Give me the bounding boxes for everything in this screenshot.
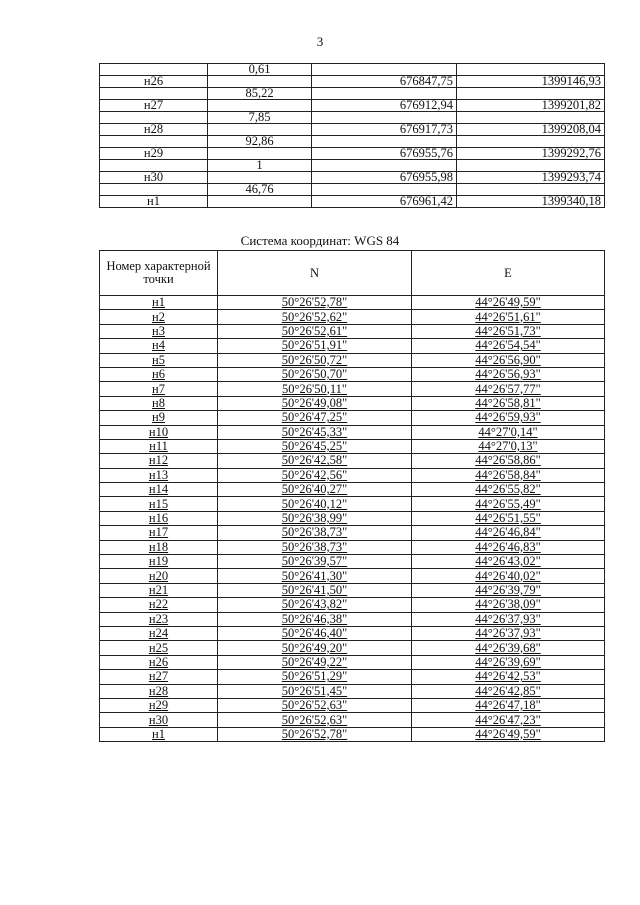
point-label: н30 [148, 712, 169, 727]
point-label: н1 [152, 295, 165, 310]
table-row [100, 612, 605, 626]
coord-e: 44°26'47,18" [475, 698, 541, 713]
coord-e: 44°26'39,68" [475, 640, 541, 655]
table-row [100, 468, 605, 482]
table-row [100, 511, 605, 525]
coord-n: 50°26'40,12" [281, 496, 348, 511]
table-row [100, 540, 605, 554]
table-row [100, 454, 605, 468]
coord-n: 50°26'41,50" [281, 583, 348, 597]
segment-length-row [100, 160, 605, 172]
coord-e: 44°26'51,55" [475, 511, 541, 526]
point-label: н7 [152, 381, 165, 396]
coord-n: 50°26'40,27" [281, 482, 348, 497]
coord-x: 676955,76 [312, 148, 457, 160]
coord-e: 44°26'47,23" [475, 712, 541, 727]
coord-n: 50°26'52,63" [281, 712, 348, 727]
point-label: н1 [152, 726, 165, 741]
coordinate-system-caption: Система координат: WGS 84 [240, 233, 400, 248]
coord-e: 44°26'51,73" [475, 323, 541, 338]
table-row [100, 497, 605, 511]
coord-n: 50°26'52,62" [281, 309, 348, 324]
table-row [100, 626, 605, 640]
coord-y: 1399293,74 [457, 172, 605, 184]
segment-length: 46,76 [208, 184, 312, 196]
coord-n: 50°26'49,20" [281, 640, 348, 655]
coord-n: 50°26'52,78" [281, 295, 348, 310]
point-label: н18 [148, 539, 169, 554]
coord-x: 676961,42 [312, 196, 457, 208]
coord-e: 44°26'56,93" [475, 367, 541, 382]
table-row [100, 598, 605, 612]
coord-n: 50°26'46,38" [281, 611, 348, 626]
point-label: н26 [148, 654, 169, 669]
coord-x: 676847,75 [312, 76, 457, 88]
point-label: н3 [152, 323, 165, 338]
table-row [100, 555, 605, 569]
point-label: н12 [148, 453, 169, 468]
table-row [100, 698, 605, 712]
coord-n: 50°26'50,70" [281, 367, 348, 382]
coord-e: 44°27'0,14" [478, 424, 538, 439]
point-label: н8 [152, 395, 165, 410]
segment-length-row [100, 88, 605, 100]
coord-n: 50°26'51,45" [281, 683, 348, 698]
segment-length: 1 [208, 160, 312, 172]
point-label: н23 [148, 611, 169, 626]
header-e: E [412, 251, 605, 296]
coord-n: 50°26'45,25" [281, 439, 348, 454]
segment-length: 92,86 [208, 136, 312, 148]
header-n: N [218, 251, 412, 296]
segment-length-row [100, 112, 605, 124]
coord-n: 50°26'45,33" [281, 424, 348, 439]
coord-e: 44°26'39,79" [475, 583, 541, 597]
coord-n: 50°26'41,30" [281, 568, 348, 583]
coord-n: 50°26'46,40" [281, 626, 348, 641]
coord-n: 50°26'52,61" [281, 323, 348, 338]
point-label: н25 [148, 640, 169, 655]
coord-n: 50°26'38,73" [281, 539, 348, 554]
coord-e: 44°26'43,02" [475, 554, 541, 569]
point-label: н29 [148, 698, 169, 713]
coord-n: 50°26'52,63" [281, 698, 348, 713]
table-row [100, 100, 605, 112]
table-row [100, 655, 605, 669]
table-row [100, 382, 605, 396]
coord-e: 44°26'55,82" [475, 482, 541, 497]
coord-e: 44°26'42,53" [475, 669, 541, 684]
table-header-row [100, 251, 605, 296]
coord-e: 44°26'40,02" [475, 568, 541, 583]
table-row [100, 124, 605, 136]
table-row [100, 148, 605, 160]
table-row [100, 367, 605, 381]
coord-e: 44°26'42,85" [475, 683, 541, 698]
page-number: 3 [316, 34, 324, 49]
projected-coordinates-table [99, 63, 605, 208]
coord-n: 50°26'49,22" [281, 654, 348, 669]
coord-e: 44°26'49,59" [475, 726, 541, 741]
table-row [100, 339, 605, 353]
point-label: н30 [100, 172, 208, 184]
point-label: н9 [152, 410, 165, 425]
point-label: н27 [100, 100, 208, 112]
table-row [100, 526, 605, 540]
coord-y: 1399208,04 [457, 124, 605, 136]
point-label: н17 [148, 525, 169, 540]
coord-n: 50°26'38,99" [281, 511, 348, 526]
coord-e: 44°26'46,84" [475, 525, 541, 540]
coord-n: 50°26'42,58" [281, 453, 348, 468]
table-row [100, 353, 605, 367]
table-row [100, 583, 605, 597]
coord-e: 44°26'56,90" [475, 352, 541, 367]
coord-e: 44°26'37,93" [475, 611, 541, 626]
point-label: н19 [148, 554, 169, 569]
coord-y: 1399146,93 [457, 76, 605, 88]
coord-e: 44°26'39,69" [475, 654, 541, 669]
point-label: н5 [152, 352, 165, 367]
point-label: н28 [148, 683, 169, 698]
coord-e: 44°26'58,81" [475, 395, 541, 410]
coord-n: 50°26'52,78" [281, 726, 348, 741]
point-label: н13 [148, 467, 169, 482]
table-row [100, 411, 605, 425]
segment-length-row [100, 184, 605, 196]
coord-e: 44°26'54,54" [475, 338, 541, 353]
coord-x: 676955,98 [312, 172, 457, 184]
coord-y: 1399340,18 [457, 196, 605, 208]
coord-e: 44°26'57,77" [475, 381, 541, 396]
coord-n: 50°26'49,08" [281, 395, 348, 410]
coord-e: 44°26'55,49" [475, 496, 541, 511]
coord-n: 50°26'38,73" [281, 525, 348, 540]
coord-e: 44°26'58,86" [475, 453, 541, 468]
coord-y: 1399201,82 [457, 100, 605, 112]
table-row [100, 425, 605, 439]
point-label: н20 [148, 568, 169, 583]
coord-y: 1399292,76 [457, 148, 605, 160]
coord-n: 50°26'43,82" [281, 597, 348, 612]
coord-e: 44°26'59,93" [475, 410, 541, 425]
segment-length-row [100, 136, 605, 148]
point-label: н29 [100, 148, 208, 160]
coord-e: 44°26'37,93" [475, 626, 541, 641]
segment-length: 7,85 [208, 112, 312, 124]
coord-n: 50°26'51,91" [281, 338, 348, 353]
table-row [100, 172, 605, 184]
table-row [100, 483, 605, 497]
coord-e: 44°26'58,84" [475, 467, 541, 482]
coord-n: 50°26'39,57" [281, 554, 348, 569]
point-label: н14 [148, 482, 169, 497]
table-row [100, 396, 605, 410]
coord-x: 676917,73 [312, 124, 457, 136]
point-label: н10 [148, 424, 169, 439]
coord-x: 676912,94 [312, 100, 457, 112]
table-row [100, 310, 605, 324]
table-row [100, 684, 605, 698]
coord-e: 44°26'49,59" [475, 295, 541, 310]
table-row [100, 196, 605, 208]
point-label: н4 [152, 338, 165, 353]
coord-n: 50°26'50,11" [281, 381, 347, 396]
coord-e: 44°26'46,83" [475, 539, 541, 554]
point-label: н27 [148, 669, 169, 684]
table-row [100, 713, 605, 727]
segment-length: 85,22 [208, 88, 312, 100]
coord-n: 50°26'47,25" [281, 410, 348, 425]
wgs84-coordinates-table [99, 250, 605, 742]
coord-n: 50°26'50,72" [281, 352, 348, 367]
header-point-number: Номер характерной точки [100, 251, 218, 296]
coord-e: 44°27'0,13" [478, 439, 538, 454]
coord-e: 44°26'38,09" [475, 597, 541, 612]
coord-e: 44°26'51,61" [475, 309, 541, 324]
point-label: н2 [152, 309, 165, 324]
table-row [100, 324, 605, 338]
point-label: н21 [148, 583, 169, 597]
table-row [100, 439, 605, 453]
table-row [100, 76, 605, 88]
coord-n: 50°26'51,29" [281, 669, 348, 684]
point-label: н11 [149, 439, 168, 454]
table-row [100, 641, 605, 655]
table-row [100, 569, 605, 583]
point-label: н16 [148, 511, 169, 526]
point-label: н24 [148, 626, 169, 641]
coord-n: 50°26'42,56" [281, 467, 348, 482]
point-label: н22 [148, 597, 169, 612]
point-label: н6 [152, 367, 165, 382]
point-label: н15 [148, 496, 169, 511]
point-label: н28 [100, 124, 208, 136]
point-label: н26 [100, 76, 208, 88]
point-label: н1 [100, 196, 208, 208]
segment-length-row [100, 64, 605, 76]
table-row [100, 296, 605, 310]
table-row [100, 727, 605, 741]
segment-length: 0,61 [208, 64, 312, 76]
table-row [100, 670, 605, 684]
